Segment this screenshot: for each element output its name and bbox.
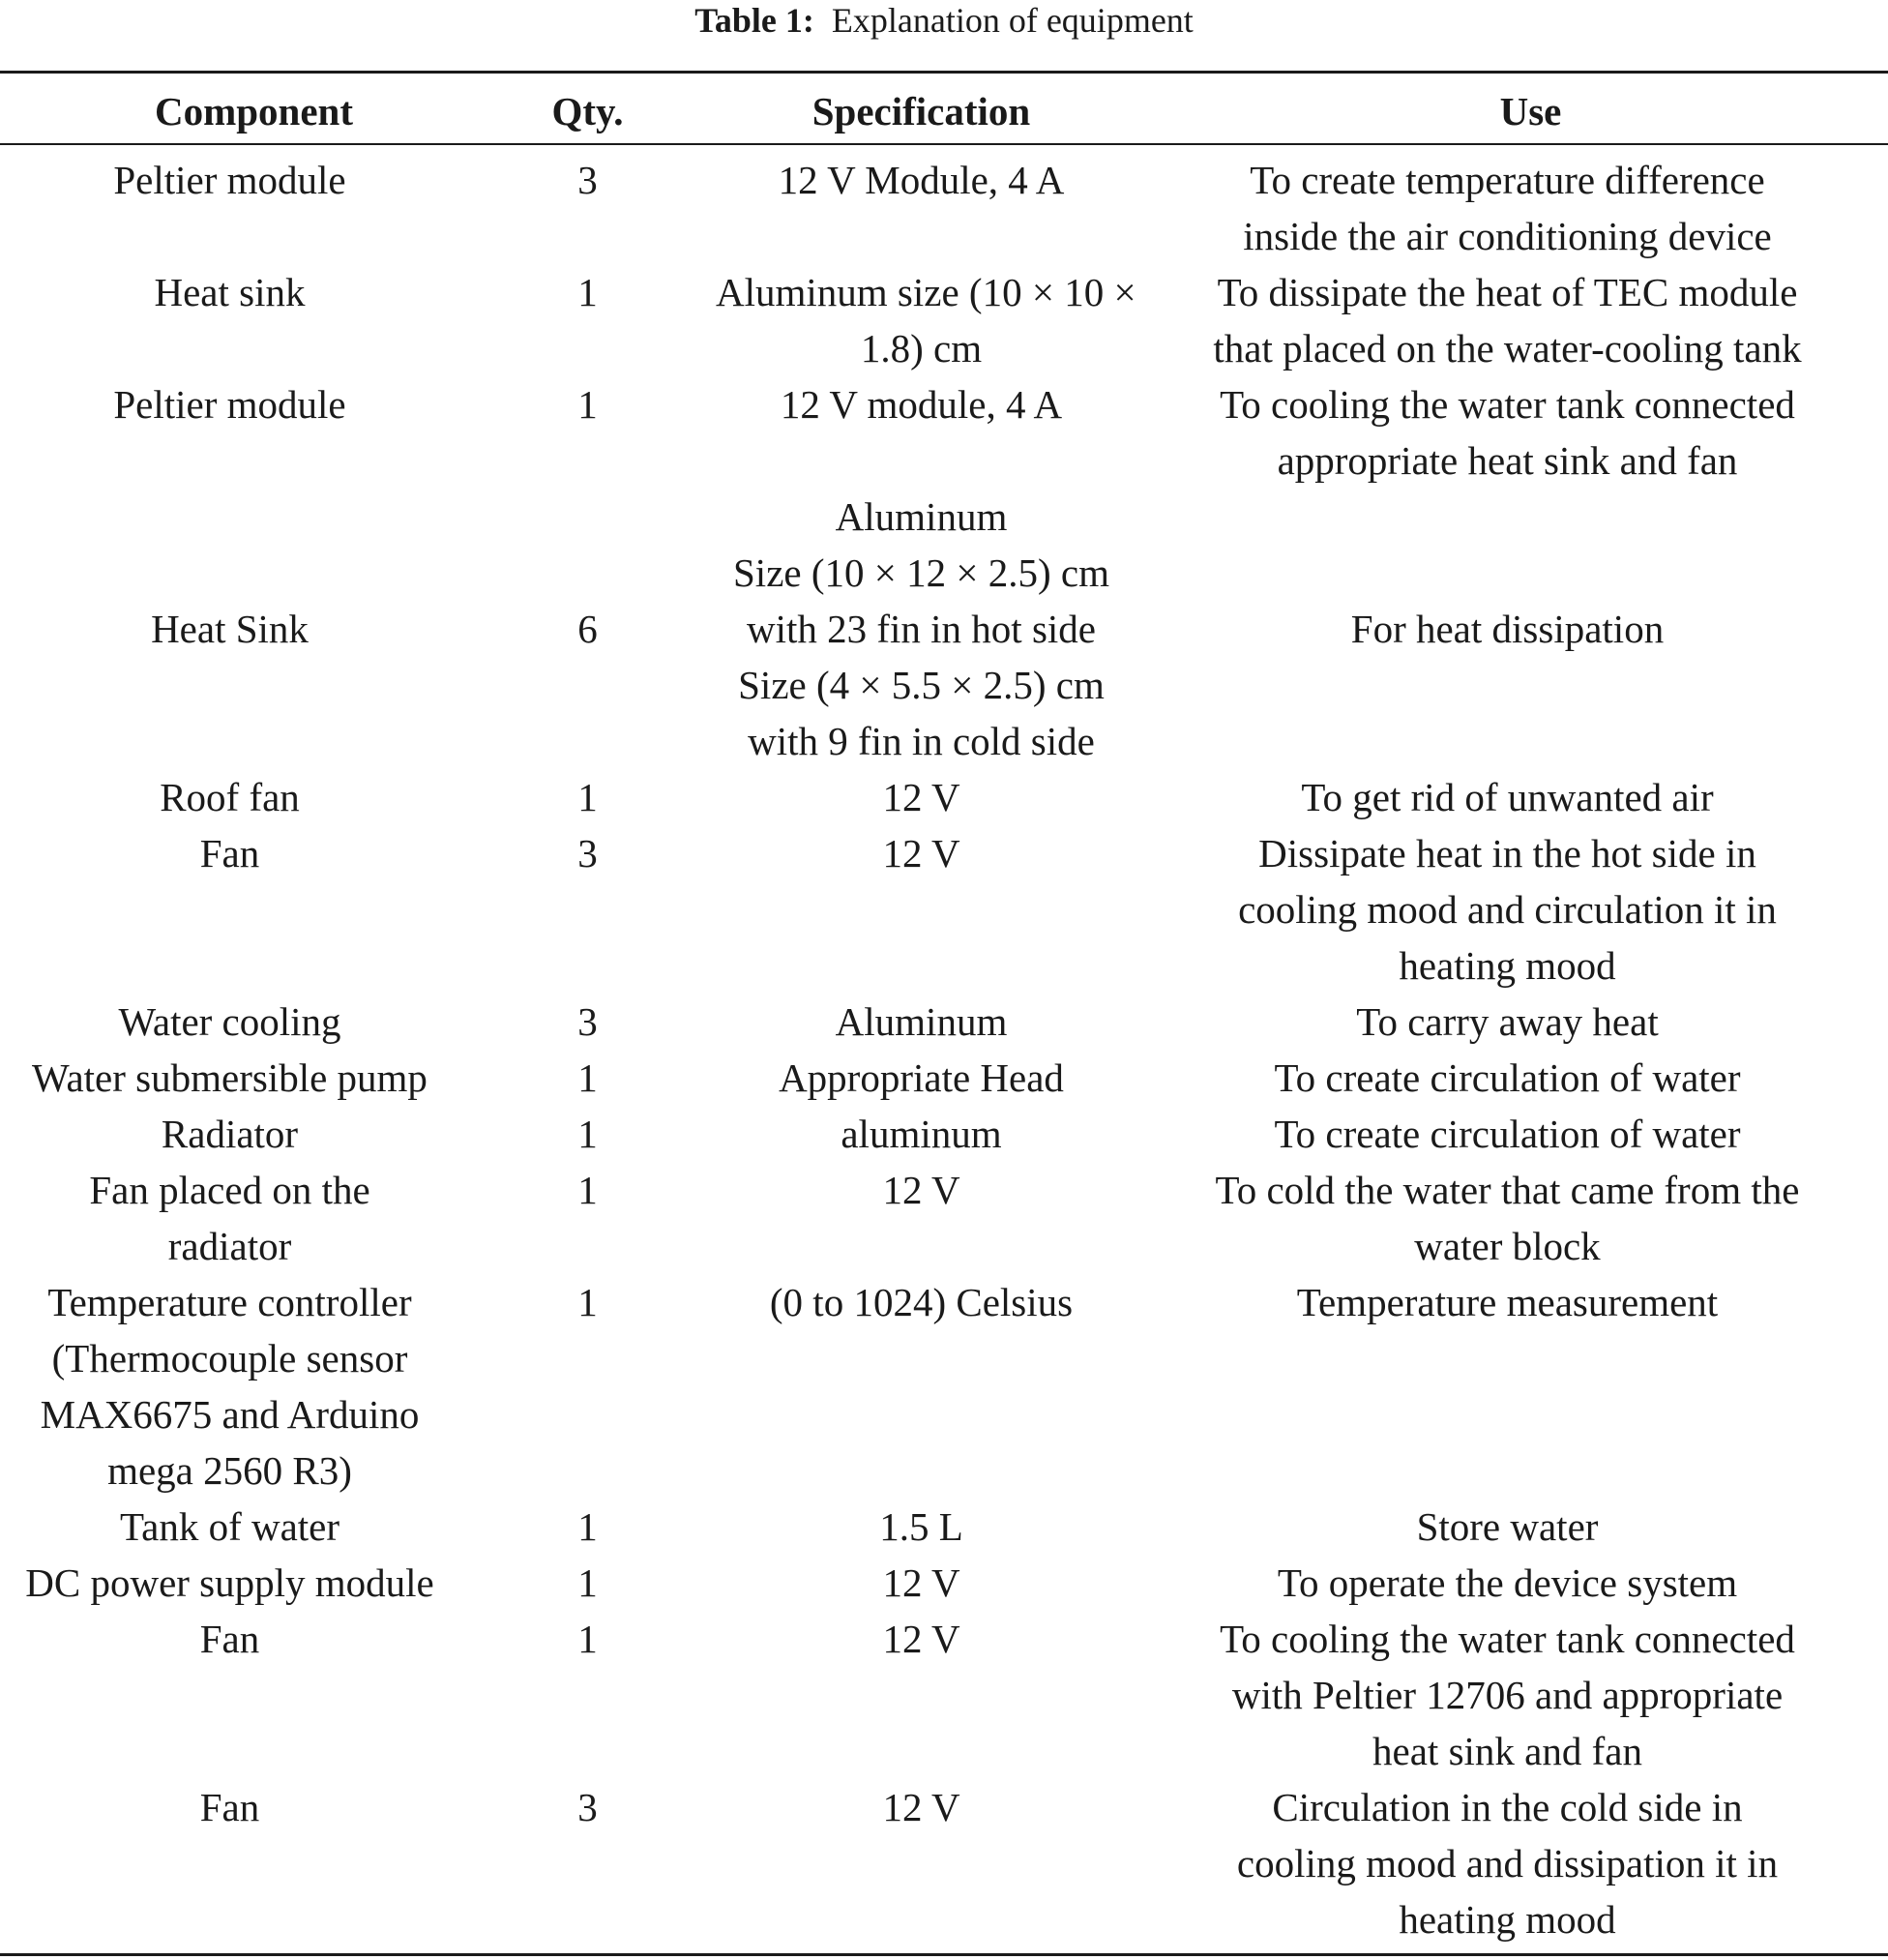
table-caption (0, 0, 1888, 41)
cell-component (0, 1162, 459, 1274)
table-row (0, 1611, 1888, 1779)
cell-qty (459, 601, 716, 657)
header-specification: Specification (811, 89, 1031, 134)
cell-specification-line: Aluminum (835, 999, 1008, 1044)
cell-specification (716, 994, 1127, 1050)
cell-qty-line: 3 (577, 1785, 598, 1829)
cell-use-line: that placed on the water-cooling tank (1213, 326, 1802, 371)
cell-use (1127, 601, 1888, 657)
cell-component-line: Tank of water (119, 1504, 340, 1549)
cell-specification-line: Size (10 × 12 × 2.5) cm (733, 550, 1109, 595)
cell-qty-line: 1 (577, 1504, 598, 1549)
cell-qty (459, 769, 716, 825)
cell-specification (716, 264, 1136, 376)
cell-component (0, 1274, 459, 1499)
cell-component (0, 1050, 459, 1106)
cell-use (1127, 1162, 1888, 1274)
cell-specification-line: 12 V (882, 1785, 960, 1829)
cell-qty-line: 3 (577, 158, 598, 202)
cell-specification-line: aluminum (841, 1112, 1002, 1156)
cell-component (0, 152, 459, 208)
cell-use-line: with Peltier 12706 and appropriate (1231, 1673, 1784, 1717)
cell-use (1127, 994, 1888, 1050)
cell-qty-line: 6 (577, 607, 598, 651)
cell-use-line: cooling mood and dissipation it in (1236, 1841, 1779, 1886)
cell-qty-line: 1 (577, 1280, 598, 1324)
cell-use (1127, 1499, 1888, 1555)
table-row (0, 264, 1888, 376)
cell-specification (716, 1555, 1127, 1611)
cell-qty-line: 1 (577, 1112, 598, 1156)
cell-qty (459, 994, 716, 1050)
cell-component-line: radiator (167, 1224, 292, 1268)
cell-use-line: inside the air conditioning device (1243, 214, 1772, 258)
table-caption-label: Table 1: (694, 1, 814, 40)
cell-use-line: For heat dissipation (1350, 607, 1665, 651)
cell-use (1127, 1779, 1888, 1947)
cell-specification (716, 1050, 1127, 1106)
cell-component (0, 1779, 459, 1835)
cell-qty-line: 1 (577, 1055, 598, 1100)
table-row (0, 376, 1888, 489)
cell-use-line: Temperature measurement (1296, 1280, 1719, 1324)
cell-specification (716, 1274, 1127, 1330)
cell-component-line: Fan placed on the (89, 1168, 370, 1212)
table-row (0, 489, 1888, 769)
cell-use-line: To operate the device system (1277, 1560, 1738, 1605)
cell-qty-line: 1 (577, 1560, 598, 1605)
table-row (0, 825, 1888, 994)
table-caption-text: Explanation of equipment (831, 1, 1194, 40)
cell-component-line: DC power supply module (25, 1560, 434, 1605)
cell-use (1127, 1106, 1888, 1162)
cell-use-line: To cooling the water tank connected (1220, 1617, 1795, 1661)
cell-component (0, 1611, 459, 1667)
cell-use-line: Circulation in the cold side in (1272, 1785, 1743, 1829)
cell-specification-line: 12 V (882, 831, 960, 876)
cell-qty-line: 1 (577, 1617, 598, 1661)
cell-use-line: To cold the water that came from the (1215, 1168, 1800, 1212)
cell-qty (459, 1611, 716, 1667)
table-row (0, 769, 1888, 825)
cell-specification (716, 769, 1127, 825)
header-component: Component (154, 89, 354, 134)
cell-qty (459, 264, 716, 320)
cell-use-line: To dissipate the heat of TEC module (1217, 270, 1798, 314)
cell-use-line: To cooling the water tank connected (1220, 382, 1795, 427)
cell-qty (459, 1555, 716, 1611)
cell-qty (459, 1499, 716, 1555)
cell-specification (716, 1611, 1127, 1667)
table-row (0, 152, 1888, 264)
table-bottom-rule (0, 1953, 1888, 1956)
cell-use (1127, 1050, 1888, 1106)
cell-use-line: heating mood (1399, 943, 1616, 988)
cell-use-line: To get rid of unwanted air (1301, 775, 1714, 819)
cell-use-line: cooling mood and circulation it in (1238, 887, 1777, 932)
cell-specification-line: 12 V (882, 1168, 960, 1212)
cell-component-line: MAX6675 and Arduino (40, 1392, 420, 1437)
cell-qty (459, 1274, 716, 1330)
cell-component-line: Roof fan (160, 775, 300, 819)
cell-component-line: Peltier module (113, 382, 346, 427)
table-row (0, 994, 1888, 1050)
cell-specification-line: Appropriate Head (779, 1055, 1064, 1100)
cell-qty (459, 1779, 716, 1835)
table-row (0, 1274, 1888, 1499)
cell-specification-line: 1.5 L (879, 1504, 963, 1549)
cell-use (1127, 825, 1888, 994)
cell-component (0, 601, 459, 657)
cell-component-line: Peltier module (113, 158, 346, 202)
cell-component-line: Water submersible pump (32, 1055, 428, 1100)
cell-use (1127, 1274, 1888, 1330)
cell-use (1127, 769, 1888, 825)
cell-use (1127, 1611, 1888, 1779)
cell-use (1127, 376, 1888, 489)
cell-component-line: mega 2560 R3) (107, 1448, 352, 1493)
cell-qty-line: 3 (577, 831, 598, 876)
cell-use-line: To create circulation of water (1274, 1055, 1741, 1100)
cell-specification (716, 152, 1127, 208)
cell-use (1127, 264, 1888, 376)
cell-specification (716, 1499, 1127, 1555)
cell-component (0, 825, 459, 881)
cell-qty-line: 1 (577, 270, 598, 314)
cell-specification (716, 1106, 1127, 1162)
cell-use-line: heat sink and fan (1372, 1729, 1642, 1773)
cell-component (0, 769, 459, 825)
header-use: Use (1499, 89, 1562, 134)
cell-specification-line: (0 to 1024) Celsius (769, 1280, 1074, 1324)
table-header-row (0, 83, 1888, 139)
cell-specification-line: 1.8) cm (860, 326, 983, 371)
cell-specification-line: with 9 fin in cold side (748, 719, 1095, 763)
cell-specification (716, 489, 1127, 769)
cell-specification (716, 376, 1127, 432)
cell-specification-line: with 23 fin in hot side (746, 607, 1096, 651)
cell-specification (716, 1162, 1127, 1218)
cell-qty (459, 1162, 716, 1218)
cell-component (0, 1499, 459, 1555)
table-row (0, 1162, 1888, 1274)
cell-qty-line: 3 (577, 999, 598, 1044)
cell-specification (716, 1779, 1127, 1835)
cell-use-line: Dissipate heat in the hot side in (1258, 831, 1756, 876)
cell-specification-line: Aluminum size (10 × 10 × (716, 270, 1136, 314)
cell-use (1127, 152, 1888, 264)
cell-component-line: Heat sink (154, 270, 306, 314)
cell-qty (459, 825, 716, 881)
cell-use (1127, 1555, 1888, 1611)
cell-specification-line: 12 V (882, 775, 960, 819)
cell-specification-line: 12 V (882, 1617, 960, 1661)
cell-qty (459, 1050, 716, 1106)
cell-component-line: Fan (199, 1785, 260, 1829)
cell-use-line: appropriate heat sink and fan (1277, 438, 1738, 483)
cell-component (0, 1106, 459, 1162)
cell-specification-line: 12 V module, 4 A (780, 382, 1063, 427)
cell-qty (459, 376, 716, 432)
table-top-rule (0, 71, 1888, 74)
cell-specification (716, 825, 1127, 881)
table-header-rule (0, 143, 1888, 145)
cell-qty (459, 1106, 716, 1162)
cell-use-line: To create circulation of water (1274, 1112, 1741, 1156)
cell-use-line: water block (1414, 1224, 1601, 1268)
table-row (0, 1555, 1888, 1611)
cell-qty-line: 1 (577, 1168, 598, 1212)
cell-use-line: Store water (1416, 1504, 1599, 1549)
cell-component-line: Radiator (161, 1112, 299, 1156)
cell-component (0, 994, 459, 1050)
table-row (0, 1779, 1888, 1947)
cell-use-line: To create temperature difference (1250, 158, 1765, 202)
cell-use-line: To carry away heat (1356, 999, 1659, 1044)
table-row (0, 1050, 1888, 1106)
cell-qty (459, 152, 716, 208)
cell-use-line: heating mood (1399, 1897, 1616, 1942)
header-qty: Qty. (551, 89, 624, 134)
cell-qty-line: 1 (577, 775, 598, 819)
cell-component-line: Fan (199, 1617, 260, 1661)
cell-specification-line: Aluminum (835, 494, 1008, 539)
cell-component (0, 1555, 459, 1611)
cell-specification-line: 12 V (882, 1560, 960, 1605)
cell-component-line: (Thermocouple sensor (51, 1336, 408, 1381)
cell-qty-line: 1 (577, 382, 598, 427)
cell-specification-line: 12 V Module, 4 A (778, 158, 1065, 202)
table-row (0, 1499, 1888, 1555)
cell-component-line: Water cooling (118, 999, 341, 1044)
cell-component (0, 264, 459, 320)
cell-component-line: Heat Sink (151, 607, 309, 651)
cell-component-line: Fan (199, 831, 260, 876)
table-row (0, 1106, 1888, 1162)
cell-specification-line: Size (4 × 5.5 × 2.5) cm (738, 663, 1105, 707)
cell-component-line: Temperature controller (47, 1280, 412, 1324)
cell-component (0, 376, 459, 432)
